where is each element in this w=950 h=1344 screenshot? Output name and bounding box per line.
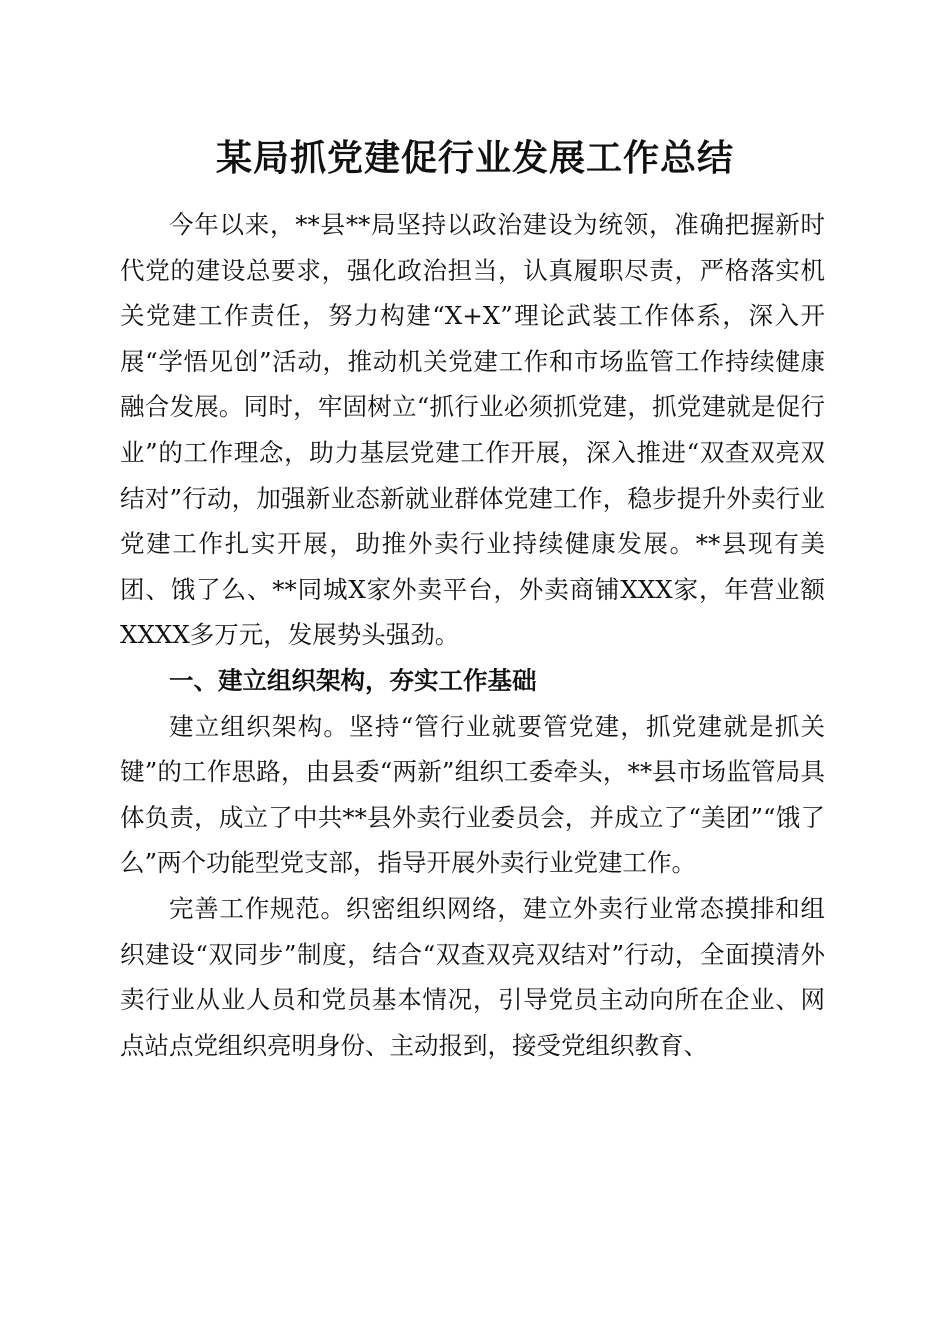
- document-body: [120, 202, 825, 1068]
- section1-paragraph-1: 建立组织架构。坚持“管行业就要管党建，抓党建就是抓关键”的工作思路，由县委“两新”组织工委牵头，**县市场监管局具体负责，成立了中共**县外卖行业委员会，并成立了“美团”“饿了么”两个功能型党支部，指导开展外卖行业党建工作。: [120, 711, 825, 878]
- intro-paragraph: 今年以来，**县**局坚持以政治建设为统领，准确把握新时代党的建设总要求，强化政治担当，认真履职尽责，严格落实机关党建工作责任，努力构建“X+X”理论武装工作体系，深入开展“学悟见创”活动，推动机关党建工作和市场监管工作持续健康融合发展。同时，牢固树立“抓行业必须抓党建，抓党建就是促行业”的工作理念，助力基层党建工作开展，深入推进“双查双亮双结对”行动，加强新业态新就业群体党建工作，稳步提升外卖行业党建工作扎实开展，助推外卖行业持续健康发展。**县现有美团、饿了么、**同城X家外卖平台，外卖商铺XXX家，年营业额XXXX多万元，发展势头强劲。: [120, 210, 825, 650]
- section-heading-1: 一、建立组织架构，夯实工作基础: [169, 665, 537, 695]
- section1-paragraph-2: 完善工作规范。织密组织网络，建立外卖行业常态摸排和组织建设“双同步”制度，结合“双查双亮双结对”行动，全面摸清外卖行业从业人员和党员基本情况，引导党员主动向所在企业、网点站点党组织亮明身份、主动报到，接受党组织教育、: [120, 893, 825, 1060]
- document-title: 某局抓党建促行业发展工作总结: [215, 137, 734, 179]
